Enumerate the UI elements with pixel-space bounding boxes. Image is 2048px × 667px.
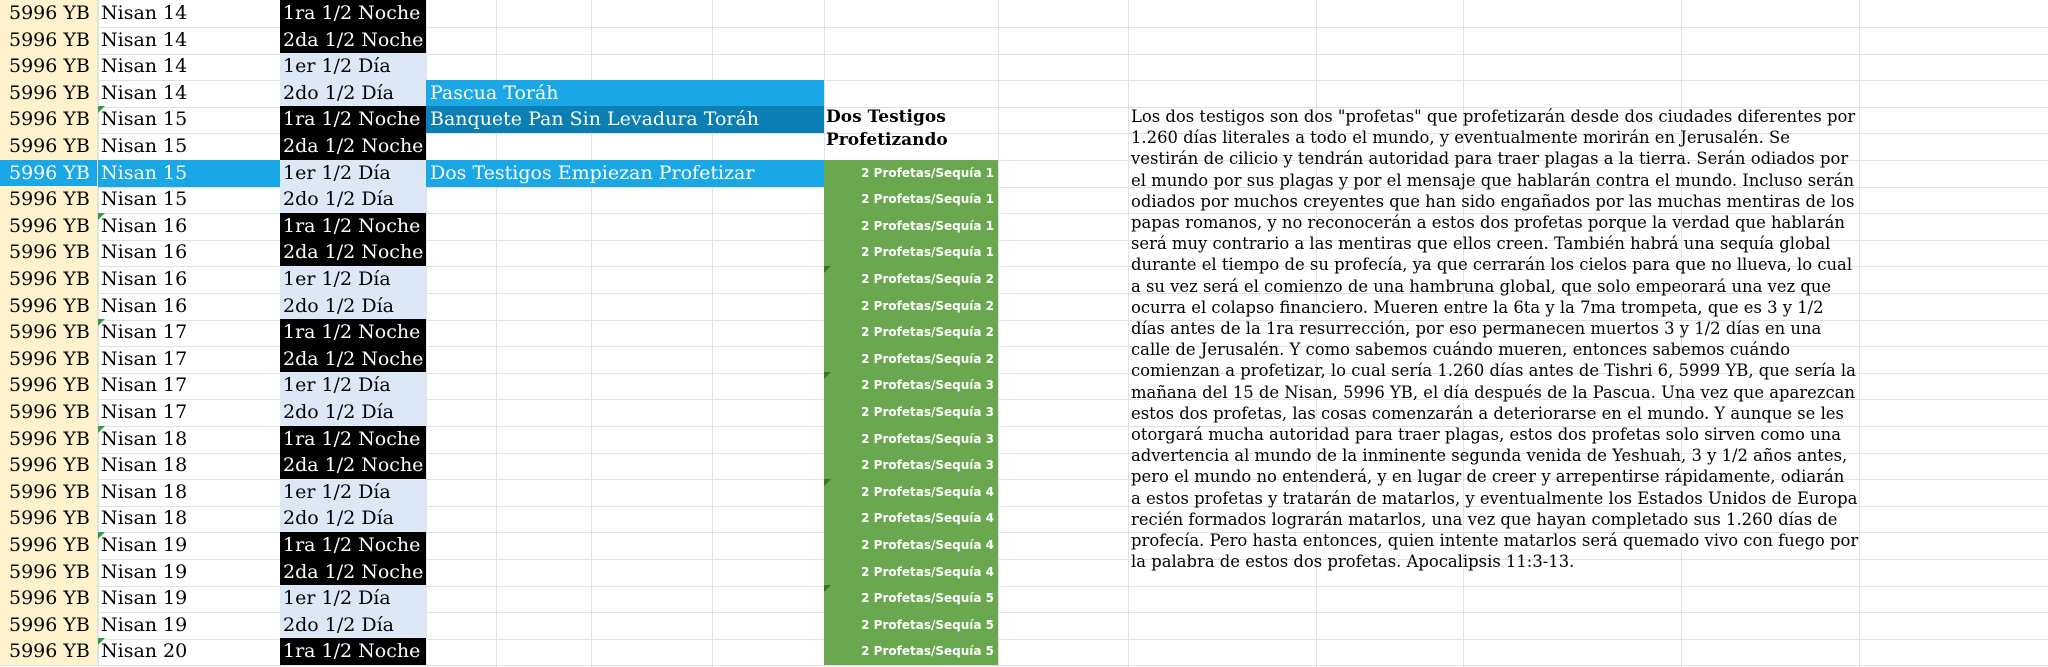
half-period-cell[interactable]: 1ra 1/2 Noche <box>280 319 426 346</box>
year-cell[interactable]: 5996 YB <box>0 399 98 426</box>
prophets-drought-cell[interactable]: 2 Profetas/Sequía 1 <box>824 239 998 266</box>
prophets-drought-cell[interactable]: 2 Profetas/Sequía 5 <box>824 612 998 639</box>
table-row[interactable] <box>0 585 2048 613</box>
year-cell[interactable]: 5996 YB <box>0 638 98 665</box>
prophets-drought-cell[interactable]: 2 Profetas/Sequía 5 <box>824 638 998 665</box>
half-period-cell[interactable]: 2da 1/2 Noche <box>280 559 426 586</box>
date-cell[interactable]: Nisan 19 <box>101 534 188 556</box>
year-cell[interactable]: 5996 YB <box>0 372 98 399</box>
prophets-drought-cell[interactable]: 2 Profetas/Sequía 3 <box>824 426 998 453</box>
prophets-drought-cell[interactable]: 2 Profetas/Sequía 2 <box>824 293 998 320</box>
year-cell[interactable]: 5996 YB <box>0 532 98 559</box>
prophets-drought-cell[interactable]: 2 Profetas/Sequía 3 <box>824 372 998 399</box>
date-cell[interactable]: Nisan 17 <box>101 401 188 423</box>
table-row[interactable] <box>0 612 2048 640</box>
prophets-drought-cell[interactable]: 2 Profetas/Sequía 1 <box>824 186 998 213</box>
event-cell[interactable]: Dos Testigos Empiezan Profetizar <box>426 160 824 187</box>
half-period-cell[interactable]: 1ra 1/2 Noche <box>280 426 426 453</box>
comment-indicator-icon[interactable] <box>824 585 831 592</box>
column-header-dos-testigos[interactable]: Dos Testigos Profetizando <box>826 107 948 150</box>
half-period-cell[interactable]: 1er 1/2 Día <box>280 479 426 506</box>
date-cell[interactable]: Nisan 19 <box>101 613 188 636</box>
notes-cell[interactable]: Los dos testigos son dos "profetas" que profetizarán desde dos ciudades diferentes por 1.260 días literales a todo el mundo, y eventualmente morirán en Jerusalén. Se vestirán de cilicio y tendrán autoridad para traer plagas a la tierra. Serán odiados por el mundo por sus plagas y por el mensaje que hablarán contra el mundo. Incluso serán odiados por muchos creyentes que han sido engañados por las muchas mentiras de los papas romanos, y no reconocerán a estos dos profetas porque la verdad que hablarán será muy contrario a las mentiras que ellos creen. También habrá una sequía global durante el tiempo de su profecía, ya que cerrarán los cielos para que no llueva, lo cual a su vez será el comienzo de una hambruna global, que solo empeorará una vez que ocurra el colapso financiero. Mueren entre la 6ta y la 7ma trompeta, que es 3 y 1/2 días antes de la 1ra resurrección, por eso permanecen muertos 3 y 1/2 días en una calle de Jerusalén. Y como sabemos cuándo mueren, entonces sabemos cuándo comienzan a profetizar, lo cual sería 1.260 días antes de Tishri 6, 5999 YB, que sería la mañana del 15 de Nisan, 5996 YB, el día después de la Pascua. Una vez que aparezcan estos dos profetas, las cosas comenzarán a deteriorarse en el mundo. Y aunque se les otorgará mucha autoridad para traer plagas, estos dos profetas solo sirven como una advertencia al mundo de la inminente segunda venida de Yeshuah, 3 y 1/2 años antes, pero el mundo no entenderá, y en lugar de creer y arrepentirse rápidamente, odiarán a estos profetas y tratarán de matarlos, y eventualmente los Estados Unidos de Europa recién formados lograrán matarlos, una vez que hayan completado sus 1.260 días de profecía. Pero hasta entonces, quien intente matarlos será quemado vivo con fuego por la palabra de estos dos profetas. Apocalipsis 11:3-13. <box>1131 107 1859 572</box>
half-period-cell[interactable]: 1er 1/2 Día <box>280 372 426 399</box>
half-period-cell[interactable]: 2da 1/2 Noche <box>280 239 426 266</box>
half-period-cell[interactable]: 1ra 1/2 Noche <box>280 638 426 665</box>
prophets-drought-cell[interactable]: 2 Profetas/Sequía 5 <box>824 585 998 612</box>
date-cell[interactable]: Nisan 14 <box>101 81 188 104</box>
date-cell[interactable]: Nisan 14 <box>101 55 188 78</box>
year-cell[interactable]: 5996 YB <box>0 133 98 160</box>
table-row[interactable] <box>0 80 2048 108</box>
year-cell[interactable]: 5996 YB <box>0 160 98 187</box>
half-period-cell[interactable]: 2do 1/2 Día <box>280 505 426 532</box>
date-cell[interactable]: Nisan 16 <box>101 241 188 264</box>
prophets-drought-cell[interactable]: 2 Profetas/Sequía 2 <box>824 266 998 293</box>
prophets-drought-cell[interactable]: 2 Profetas/Sequía 4 <box>824 532 998 559</box>
comment-indicator-icon[interactable] <box>824 479 831 486</box>
date-cell[interactable]: Nisan 15 <box>101 188 188 211</box>
date-cell[interactable]: Nisan 17 <box>101 374 188 397</box>
half-period-cell[interactable]: 2da 1/2 Noche <box>280 133 426 160</box>
prophets-drought-cell[interactable]: 2 Profetas/Sequía 4 <box>824 505 998 532</box>
half-period-cell[interactable]: 1er 1/2 Día <box>280 266 426 293</box>
comment-indicator-icon[interactable] <box>824 372 831 379</box>
comment-indicator-icon[interactable] <box>98 532 105 539</box>
date-cell[interactable]: Nisan 14 <box>101 2 188 24</box>
date-cell[interactable]: Nisan 17 <box>101 347 188 370</box>
prophets-drought-cell[interactable]: 2 Profetas/Sequía 2 <box>824 319 998 346</box>
date-cell[interactable]: Nisan 16 <box>101 294 188 317</box>
comment-indicator-icon[interactable] <box>98 106 105 113</box>
year-cell[interactable]: 5996 YB <box>0 266 98 293</box>
year-cell[interactable]: 5996 YB <box>0 53 98 80</box>
half-period-cell[interactable]: 1ra 1/2 Noche <box>280 106 426 133</box>
event-cell[interactable]: Pascua Toráh <box>426 80 824 107</box>
year-cell[interactable]: 5996 YB <box>0 0 98 27</box>
half-period-cell[interactable]: 2do 1/2 Día <box>280 612 426 639</box>
year-cell[interactable]: 5996 YB <box>0 293 98 320</box>
half-period-cell[interactable]: 2da 1/2 Noche <box>280 346 426 373</box>
comment-indicator-icon[interactable] <box>98 319 105 326</box>
date-cell[interactable]: Nisan 20 <box>101 640 188 663</box>
year-cell[interactable]: 5996 YB <box>0 80 98 107</box>
half-period-cell[interactable]: 1ra 1/2 Noche <box>280 0 426 27</box>
year-cell[interactable]: 5996 YB <box>0 479 98 506</box>
year-cell[interactable]: 5996 YB <box>0 213 98 240</box>
year-cell[interactable]: 5996 YB <box>0 239 98 266</box>
half-period-cell[interactable]: 1er 1/2 Día <box>280 160 426 187</box>
half-period-cell[interactable]: 1ra 1/2 Noche <box>280 532 426 559</box>
prophets-drought-cell[interactable]: 2 Profetas/Sequía 1 <box>824 160 998 187</box>
year-cell[interactable]: 5996 YB <box>0 106 98 133</box>
prophets-drought-cell[interactable]: 2 Profetas/Sequía 1 <box>824 213 998 240</box>
year-cell[interactable]: 5996 YB <box>0 319 98 346</box>
comment-indicator-icon[interactable] <box>824 266 831 273</box>
date-cell[interactable]: Nisan 18 <box>101 480 188 503</box>
prophets-drought-cell[interactable]: 2 Profetas/Sequía 3 <box>824 452 998 479</box>
half-period-cell[interactable]: 1ra 1/2 Noche <box>280 213 426 240</box>
date-cell[interactable]: Nisan 15 <box>98 160 280 187</box>
date-cell[interactable]: Nisan 19 <box>101 587 188 610</box>
half-period-cell[interactable]: 1er 1/2 Día <box>280 53 426 80</box>
year-cell[interactable]: 5996 YB <box>0 27 98 54</box>
half-period-cell[interactable]: 2do 1/2 Día <box>280 293 426 320</box>
date-cell[interactable]: Nisan 16 <box>101 268 188 290</box>
prophets-drought-cell[interactable]: 2 Profetas/Sequía 2 <box>824 346 998 373</box>
date-cell[interactable]: Nisan 18 <box>101 427 188 450</box>
date-cell[interactable]: Nisan 18 <box>101 454 188 477</box>
date-cell[interactable]: Nisan 18 <box>101 507 188 530</box>
table-row[interactable] <box>0 53 2048 81</box>
table-row[interactable] <box>0 27 2048 55</box>
year-cell[interactable]: 5996 YB <box>0 346 98 373</box>
year-cell[interactable]: 5996 YB <box>0 559 98 586</box>
date-cell[interactable]: Nisan 14 <box>101 28 188 51</box>
half-period-cell[interactable]: 2do 1/2 Día <box>280 186 426 213</box>
date-cell[interactable]: Nisan 15 <box>101 135 188 157</box>
year-cell[interactable]: 5996 YB <box>0 426 98 453</box>
prophets-drought-cell[interactable]: 2 Profetas/Sequía 4 <box>824 479 998 506</box>
date-cell[interactable]: Nisan 19 <box>101 560 188 583</box>
comment-indicator-icon[interactable] <box>98 213 105 220</box>
date-cell[interactable]: Nisan 16 <box>101 214 188 237</box>
event-cell[interactable]: Banquete Pan Sin Levadura Toráh <box>426 106 824 133</box>
year-cell[interactable]: 5996 YB <box>0 585 98 612</box>
year-cell[interactable]: 5996 YB <box>0 452 98 479</box>
comment-indicator-icon[interactable] <box>98 426 105 433</box>
year-cell[interactable]: 5996 YB <box>0 505 98 532</box>
prophets-drought-cell[interactable]: 2 Profetas/Sequía 4 <box>824 559 998 586</box>
half-period-cell[interactable]: 2do 1/2 Día <box>280 399 426 426</box>
date-cell[interactable]: Nisan 17 <box>101 321 188 344</box>
year-cell[interactable]: 5996 YB <box>0 612 98 639</box>
half-period-cell[interactable]: 1er 1/2 Día <box>280 585 426 612</box>
table-row[interactable] <box>0 638 2048 666</box>
comment-indicator-icon[interactable] <box>98 638 105 645</box>
table-row[interactable] <box>0 0 2048 28</box>
half-period-cell[interactable]: 2da 1/2 Noche <box>280 27 426 54</box>
half-period-cell[interactable]: 2do 1/2 Día <box>280 80 426 107</box>
year-cell[interactable]: 5996 YB <box>0 186 98 213</box>
half-period-cell[interactable]: 2da 1/2 Noche <box>280 452 426 479</box>
prophets-drought-cell[interactable]: 2 Profetas/Sequía 3 <box>824 399 998 426</box>
date-cell[interactable]: Nisan 15 <box>101 108 188 131</box>
